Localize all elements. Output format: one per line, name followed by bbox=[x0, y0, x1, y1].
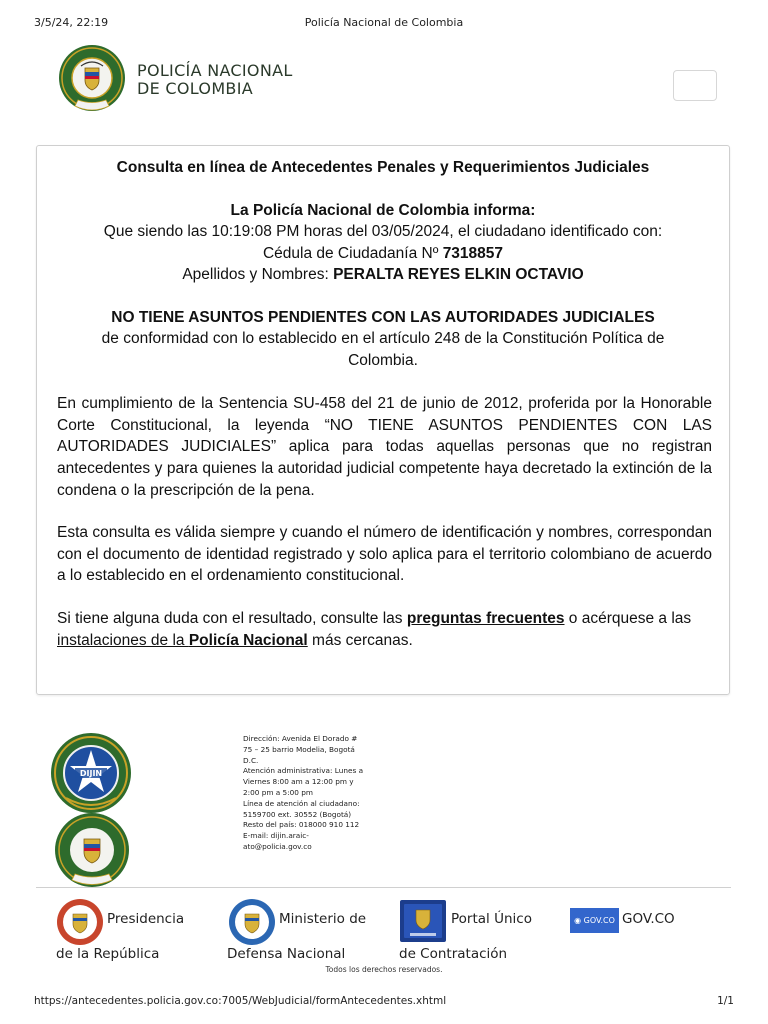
status-line: NO TIENE ASUNTOS PENDIENTES CON LAS AUTORIDADES JUDICIALES bbox=[111, 309, 655, 326]
govco-badge-icon: ◉ bbox=[574, 916, 582, 925]
policia-shield-logo[interactable] bbox=[55, 44, 129, 116]
nombres-value: PERALTA REYES ELKIN OCTAVIO bbox=[333, 266, 584, 283]
presidencia-link-line2[interactable]: de la República bbox=[56, 946, 160, 962]
brand-line-2: DE COLOMBIA bbox=[137, 79, 253, 98]
print-footer bbox=[34, 995, 734, 1007]
dijin-label: DIJIN bbox=[79, 769, 103, 778]
citizen-time-line: Que siendo las 10:19:08 PM horas del 03/05/2024, el ciudadano identificado con: bbox=[103, 223, 663, 240]
nombres-line bbox=[37, 264, 729, 286]
card-heading: Consulta en línea de Antecedentes Penales y Requerimientos Judiciales bbox=[116, 159, 650, 176]
print-header bbox=[34, 16, 734, 30]
cedula-label: Cédula de Ciudadanía Nº bbox=[262, 245, 443, 262]
presidencia-seal-icon[interactable] bbox=[56, 898, 104, 946]
rights-text: Todos los derechos reservados. bbox=[325, 965, 443, 974]
cedula-value: 7318857 bbox=[442, 245, 504, 262]
paragraph-validez: Esta consulta es válida siempre y cuando el número de identificación y nombres, correspondan con el documento de identidad registrado y solo aplica para el territorio colombiano de acuerdo a lo establecido en el ordenamiento constitucional. bbox=[57, 524, 712, 585]
page-url: https://antecedentes.policia.gov.co:7005/WebJudicial/formAntecedentes.xhtml bbox=[34, 995, 447, 1007]
cedula-line bbox=[37, 243, 729, 265]
footer-divider bbox=[36, 887, 731, 888]
brand-line-1: POLICÍA NACIONAL bbox=[137, 61, 293, 80]
conformidad-line-2: Colombia. bbox=[348, 352, 418, 369]
paragraph-dudas: Si tiene alguna duda con el resultado, consulte las preguntas frecuentes o acérquese a las instalaciones de la Policía Nacional más cercanas. bbox=[57, 610, 692, 649]
result-card bbox=[36, 145, 730, 695]
conformidad-line-1: de conformidad con lo establecido en el artículo 248 de la Constitución Política de bbox=[101, 330, 665, 347]
ministerio-link-line1[interactable]: Ministerio de bbox=[279, 911, 367, 927]
ministerio-link-line2[interactable]: Defensa Nacional bbox=[227, 946, 346, 962]
contact-info: Dirección: Avenida El Dorado # 75 – 25 barrio Modelia, Bogotá D.C. Atención administrativa: Lunes a Viernes 8:00 am a 12:00 pm y 2:00 pm a 5:00 pm Línea de atención al ciudadano: 5159700 ext. 30552 (Bogotá) Resto del país: 018000 910 112 E-mail: dijin.araic- ato@policia.gov.co bbox=[243, 734, 373, 853]
faq-link[interactable]: preguntas frecuentes bbox=[406, 610, 565, 627]
contact-email[interactable]: ato@policia.gov.co bbox=[243, 841, 312, 851]
presidencia-link-line1[interactable]: Presidencia bbox=[107, 911, 185, 927]
govco-link[interactable]: GOV.CO bbox=[622, 911, 675, 927]
portal-link-line1[interactable]: Portal Único bbox=[451, 911, 532, 927]
policia-shield-footer-icon bbox=[48, 812, 136, 890]
informa-line: La Policía Nacional de Colombia informa: bbox=[230, 202, 536, 219]
page-number: 1/1 bbox=[717, 995, 734, 1007]
ministerio-seal-icon[interactable] bbox=[228, 898, 276, 946]
instalaciones-link[interactable]: instalaciones de la Policía Nacional bbox=[57, 631, 308, 649]
nombres-label: Apellidos y Nombres: bbox=[182, 266, 334, 283]
portal-contratacion-icon[interactable] bbox=[400, 900, 446, 942]
portal-link-line2[interactable]: de Contratación bbox=[399, 946, 508, 962]
print-title: Policía Nacional de Colombia bbox=[304, 16, 464, 29]
govco-badge[interactable]: ◉ GOV.CO bbox=[570, 908, 619, 933]
dijin-emblem-icon bbox=[48, 732, 134, 814]
paragraph-sentencia: En cumplimiento de la Sentencia SU-458 del 21 de junio de 2012, proferida por la Honorable Corte Constitucional, la leyenda “NO TIENE ASUNTOS PENDIENTES CON LAS AUTORIDADES JUDICIALES” aplica para todas aquellas personas que no registran antecedentes y para quienes la autoridad judicial competente haya decretado la extinción de la condena o la prescripción de la pena. bbox=[57, 395, 712, 499]
brand-name bbox=[137, 62, 293, 98]
print-date: 3/5/24, 22:19 bbox=[34, 16, 109, 29]
menu-button[interactable] bbox=[673, 70, 717, 101]
